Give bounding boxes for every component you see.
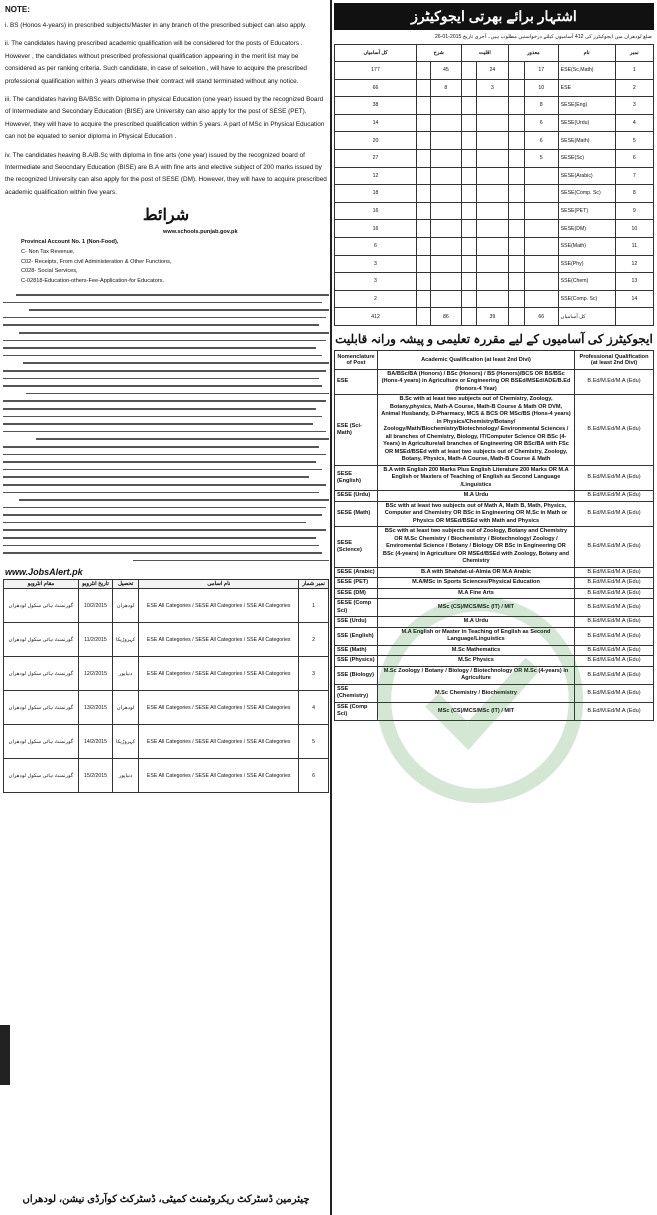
col-nomenclature: Nomenclature of Post [335, 350, 378, 369]
table-row: SSE (Physics) M.Sc Physics B.Ed/M.Ed/M.A (Edu) [335, 656, 654, 667]
table-row: SSE (English) M.A English or Master in Teaching of English as Second Language/Linguistics B.Ed/M.Ed/M.A (Edu) [335, 627, 654, 645]
note-3: iii. The candidates having BA/BSc with Diploma in physical Education (one year) issued by the recognized Board of Intermediate and Secondary Education (BISE) are University can also apply for the post of SESE (PET). However, they will have to acquire the prescribed qualification within 5 years. A part of MSc in Physical Education can not be equated to senior diploma in Physical Education . [5, 96, 325, 141]
account-line: C- Non Tax Revenue, [21, 248, 75, 255]
table-row: 2 SSE(Comp. Sc) 14 [335, 290, 654, 308]
footer-signature: چیئرمین ڈسٹرکٹ ریکروٹمنٹ کمیٹی، ڈسٹرکٹ کوآرڈی نیشن، لودھراں [22, 1194, 310, 1205]
table-row: SESE (PET) M.A/MSc in Sports Sciences/Physical Education B.Ed/M.Ed/M.A (Edu) [335, 578, 654, 589]
qualification-title: ایجوکیٹرز کی آسامیوں کے لیے مقررہ تعلیمی و پیشہ ورانہ قابلیت [335, 331, 653, 346]
col-date: تاریخ انٹرویو [78, 580, 112, 589]
col-professional: Professional Qualification (at least 2nd Divi) [575, 350, 654, 369]
conditions-heading: شرائط [142, 207, 190, 225]
table-row: 6 SSE(Math) 11 [335, 237, 654, 255]
seats-table: کل آسامیاں شرح اقلیت معذور نام نمبر 177 45 24 17 ESE(Sc,Math) 1 66 8 3 10 ESE 2 38 8 SESE(Eng) 3 14 6 SESE(Urdu) 4 20 6 SESE(Math) 5 27 5 SESE(Sc) 6 12 SESE(Arabic) 7 18 SESE(Comp. Sc) 8 16 SESE(PET) 9 16 SESE(DM) 10 6 SSE(Math) 11 3 SSE(Phy) 12 3 SSE(Chem) 13 2 SSE(Comp. Sc) 14 412 86 39 66 کل آسامیاں [334, 44, 654, 326]
table-row: ESE (Sci-Math) B.Sc with at least two subjects out of Chemistry, Zoology, Botany,physics, Math-A Course, Math-B Course & Math OR DVM, Animal Husbandy, D-Pharmacy, MCS & BCS OR MSc/BS (Hons-4 years) in Physics/Chemistry/Botany/ Zoology/Math/Biochemistry/Biotechnology/ Environmental Sciences / all branches of Chemistry, Biology, IT/Computer Science OR BSc (4-Years) in Agriculture/all branches of Engineering OR BSc/BA with FSc OR MSEd/BSEd with at least two subjects out of Chemistry, Zoology, Botany, Physics, Math-A Course, Math-B Course & Math B.Ed/M.Ed/M.A (Edu) [335, 395, 654, 466]
right-column [334, 3, 654, 1211]
note-title: NOTE: [5, 5, 30, 14]
table-row: SESE (Arabic) B.A with Shahdat-ul-Almia OR M.A Arabic B.Ed/M.Ed/M.A (Edu) [335, 567, 654, 578]
table-row: 3 SSE(Phy) 12 [335, 255, 654, 273]
table-row: SSE (Biology) M.Sc Zoology / Botany / Biology / Biotechnology OR M.Sc (4-years) in Agriculture B.Ed/M.Ed/M.A (Edu) [335, 666, 654, 684]
table-row: SESE (Science) BSc with at least two subjects out of Zoology, Botany and Chemistry OR M.Sc Chemistry / Biochemistry / Biotechnology/ Zoology / Enviromental Science / Botany / Biology OR BSc in Engineering OR BSc (4-years) in Agriculture OR MSEd/BSEd with Zoology, Botany and Chemistry B.Ed/M.Ed/M.A (Edu) [335, 527, 654, 568]
table-row: ESE BA/BSc/BA (Honors) / BSc (Honors) / BS (Honors)/BCS OR BS/BSc (Hons-4 years) in Agriculture or Engineering OR BSEd/MSEd/ADE/B.Ed (Honors-4 Year) B.Ed/M.Ed/M.A (Edu) [335, 369, 654, 395]
jobsalert-watermark: www.JobsAlert.pk [5, 567, 83, 578]
website-link[interactable]: www.schools.punjab.gov.pk [163, 229, 238, 236]
note-4: iv. The candidates heaving B.A/B.Sc with diploma in fine arts (one year) issued by the recognized board of Intermediate and Seocndary Education (BISE) are B.A with fine arts and elective subject of 200 marks issued by the recognized University can also apply for the post of SESE (DM). However, they will have to acquire prescribed academic qualification within five years. [5, 151, 327, 196]
account-block [3, 239, 329, 286]
table-row: SESE (English) B.A with English 200 Marks Plus English Literature 200 Marks OR M.A English or Masters of Teaching of English as Second Language /Linguistics B.Ed/M.Ed/M.A (Edu) [335, 465, 654, 491]
col-post: نام اسامی [139, 580, 299, 589]
table-row: SESE (Math) BSc with at least two subjects out of Math A, Math B, Math, Physics, Computer and Chemistry OR BSc in Engineering OR M.Sc in Math or Physics OR MSEd/BSEd with Math and Physics B.Ed/M.Ed/M.A (Edu) [335, 501, 654, 527]
table-row: SSE (Comp Sci) MSc (CS)/MCS/MSc (IT) / MIT B.Ed/M.Ed/M.A (Edu) [335, 702, 654, 720]
side-stamp [0, 1025, 10, 1085]
table-row: SESE (Urdu) M.A Urdu B.Ed/M.Ed/M.A (Edu) [335, 491, 654, 502]
ad-intro: ضلع لودھراں میں ایجوکیٹرز کی 412 آسامیوں کیلئے درخواستیں مطلوب ہیں۔ آخری تاریخ 2015-01-26 [434, 34, 652, 40]
col-no: نمبر شمار [299, 580, 329, 589]
col-academic: Academic Qualification (at least 2nd Divi) [378, 350, 575, 369]
table-row: 177 45 24 17 ESE(Sc,Math) 1 [335, 62, 654, 80]
table-row: SSE (Urdu) M.A Urdu B.Ed/M.Ed/M.A (Edu) [335, 617, 654, 628]
left-column [3, 3, 329, 1211]
note-2: ii. The candidates having prescribed academic qualification will be considered for the posts of Educators . However , the candidates without prescribed professional qualification appearing in the merit list may be considered as per ranking criteria. Such candidate, in case of selcetion , will have to acquire the prescribed professional qualification within 3 years otherwise their contract will stand terminated without any notice. [5, 40, 307, 85]
table-row: 16 SESE(DM) 10 [335, 220, 654, 238]
interview-schedule-table [3, 579, 329, 793]
account-line: C-02818-Education-others-Fee-Application-for Educators. [21, 278, 165, 285]
table-row: گورنمنٹ ہائی سکول لودھراں 15/2/2015 دنیاپور ESE All Categories / SESE All Categories / SSE All Categories 6 [4, 759, 329, 793]
table-row: 3 SSE(Chem) 13 [335, 273, 654, 291]
account-line: C02- Receipts, From civil Administeration & Other Functions, [21, 258, 172, 265]
table-row: 27 5 SESE(Sc) 6 [335, 149, 654, 167]
table-row: SESE (DM) M.A Fine Arts B.Ed/M.Ed/M.A (Edu) [335, 588, 654, 599]
table-row: 16 SESE(PET) 9 [335, 202, 654, 220]
table-row: 12 SESE(Arabic) 7 [335, 167, 654, 185]
account-line: C028- Social Services, [21, 268, 78, 275]
conditions-text-block [3, 294, 329, 561]
col-tehsil: تحصیل [113, 580, 139, 589]
col-venue: مقام انٹرویو [4, 580, 79, 589]
table-row: 38 8 SESE(Eng) 3 [335, 97, 654, 115]
note-1: i. BS (Honos 4-years) in prescribed subjects/Master in any branch of the prescribed subject can also apply. [5, 22, 307, 29]
ad-heading: اشتہار برائے بھرتی ایجوکیٹرز [334, 3, 654, 30]
table-row: 66 8 3 10 ESE 2 [335, 79, 654, 97]
column-divider [330, 0, 332, 1215]
table-row: 18 SESE(Comp. Sc) 8 [335, 185, 654, 203]
qualification-table [334, 350, 654, 721]
table-row: گورنمنٹ ہائی سکول لودھراں 14/2/2015 کہروڑپکا ESE All Categories / SESE All Categories / SSE All Categories 5 [4, 725, 329, 759]
account-line: Provincal Account No. 1 (Non-Food), [21, 239, 119, 246]
table-row: SESE (Comp Sci) MSc (CS)/MCS/MSc (IT) / MIT B.Ed/M.Ed/M.A (Edu) [335, 599, 654, 617]
table-row: SSE (Math) M.Sc Mathematics B.Ed/M.Ed/M.A (Edu) [335, 645, 654, 656]
table-row: گورنمنٹ ہائی سکول لودھراں 12/2/2015 دنیاپور ESE All Categories / SESE All Categories / SSE All Categories 3 [4, 657, 329, 691]
table-row: SSE (Chemistry) M.Sc Chemistry / Biochemistry B.Ed/M.Ed/M.A (Edu) [335, 684, 654, 702]
table-row: گورنمنٹ ہائی سکول لودھراں 11/2/2015 کہروڑپکا ESE All Categories / SESE All Categories / SSE All Categories 2 [4, 623, 329, 657]
table-row: گورنمنٹ ہائی سکول لودھراں 10/2/2015 لودھراں ESE All Categories / SESE All Categories / SSE All Categories 1 [4, 589, 329, 623]
table-row: 20 6 SESE(Math) 5 [335, 132, 654, 150]
table-row: 14 6 SESE(Urdu) 4 [335, 114, 654, 132]
table-row: گورنمنٹ ہائی سکول لودھراں 13/2/2015 لودھراں ESE All Categories / SESE All Categories / SSE All Categories 4 [4, 691, 329, 725]
table-row: 412 86 39 66 کل آسامیاں [335, 308, 654, 326]
